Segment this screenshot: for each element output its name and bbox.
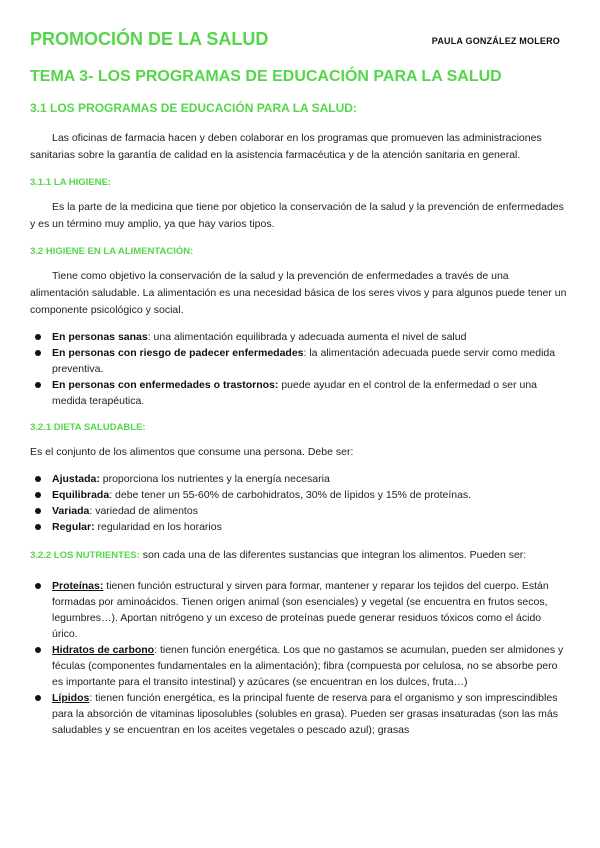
section-3-1-1-heading: 3.1.1 LA HIGIENE: — [30, 177, 111, 188]
section-3-2-list — [30, 329, 568, 409]
bullet-icon — [35, 524, 41, 530]
bullet-icon — [35, 508, 41, 514]
list-item: En personas con riesgo de padecer enfermedades: la alimentación adecuada puede servir como medida preventiva. — [30, 345, 568, 377]
bullet-icon — [35, 695, 41, 701]
author-name: PAULA GONZÁLEZ MOLERO — [431, 36, 560, 46]
section-3-2-2-heading: 3.2.2 LOS NUTRIENTES: — [30, 550, 140, 561]
list-item: Lípidos: tienen función energética, es la principal fuente de reserva para el organismo y son imprescindibles para la absorción de vitaminas liposolubles (solubles en grasa). Pueden ser grasas insaturadas (son las más saludables y se encuentran en los aceites vegetales o pescado azul); grasas — [30, 690, 568, 738]
bullet-icon — [35, 334, 41, 340]
bullet-icon — [35, 583, 41, 589]
section-3-2-1-paragraph: Es el conjunto de los alimentos que consume una persona. Debe ser: — [30, 446, 354, 458]
list-item: En personas con enfermedades o trastornos: puede ayudar en el control de la enfermedad o ser una medida terapéutica. — [30, 377, 568, 409]
section-3-2-heading: 3.2 HIGIENE EN LA ALIMENTACIÓN: — [30, 246, 194, 257]
section-3-2-1-list — [30, 471, 568, 535]
list-item: Equilibrada: debe tener un 55-60% de carbohidratos, 30% de lípidos y 15% de proteínas. — [30, 487, 568, 503]
page-header — [30, 26, 568, 56]
section-3-1-1-paragraph: Es la parte de la medicina que tiene por objetico la conservación de la salud y la prevención de enfermedades y es un término muy amplio, ya que hay varios tipos. — [30, 201, 564, 230]
list-item: Variada: variedad de alimentos — [30, 503, 568, 519]
bullet-icon — [35, 350, 41, 356]
document-title: PROMOCIÓN DE LA SALUD — [30, 29, 269, 49]
list-item: Regular: regularidad en los horarios — [30, 519, 568, 535]
list-item: Proteínas: tienen función estructural y sirven para formar, mantener y reparar los tejidos del cuerpo. Están formadas por aminoácidos. Tienen origen animal (son esenciales) y vegetal (se encuentra en frutos secos, legumbres…). Aportan nitrógeno y un exceso de proteínas puede generar residuos tóxicos como el ácido úrico. — [30, 578, 568, 642]
section-3-1-paragraph: Las oficinas de farmacia hacen y deben colaborar en los programas que promueven las administraciones sanitarias sobre la garantía de calidad en la asistencia farmacéutica y de la atención sanitaria en general. — [30, 132, 542, 161]
tema-heading: TEMA 3- LOS PROGRAMAS DE EDUCACIÓN PARA LA SALUD — [30, 68, 502, 85]
list-item: Hidratos de carbono: tienen función energética. Los que no gastamos se acumulan, pueden ser almidones y féculas (componentes fundamentales en la alimentación); fibra (compuesta por celulosa, no se absorbe pero es importante para el transito intestinal) y azúcares (se encuentran en los dulces, fruta…) — [30, 642, 568, 690]
section-3-2-2-paragraph: 3.2.2 LOS NUTRIENTES: son cada una de las diferentes sustancias que integran los alimentos. Pueden ser: — [30, 549, 527, 561]
section-3-2-1-heading: 3.2.1 DIETA SALUDABLE: — [30, 422, 146, 433]
section-3-2-paragraph: Tiene como objetivo la conservación de la salud y la prevención de enfermedades a través de una alimentación saludable. La alimentación es una necesidad básica de los seres vivos y para algunos puede tener un componente psicológico y social. — [30, 270, 567, 316]
bullet-icon — [35, 647, 41, 653]
bullet-icon — [35, 382, 41, 388]
section-3-2-2-list — [30, 578, 568, 738]
list-item: En personas sanas: una alimentación equilibrada y adecuada aumenta el nivel de salud — [30, 329, 568, 345]
list-item: Ajustada: proporciona los nutrientes y la energía necesaria — [30, 471, 568, 487]
bullet-icon — [35, 492, 41, 498]
bullet-icon — [35, 476, 41, 482]
section-3-1-heading: 3.1 LOS PROGRAMAS DE EDUCACIÓN PARA LA SALUD: — [30, 101, 357, 115]
